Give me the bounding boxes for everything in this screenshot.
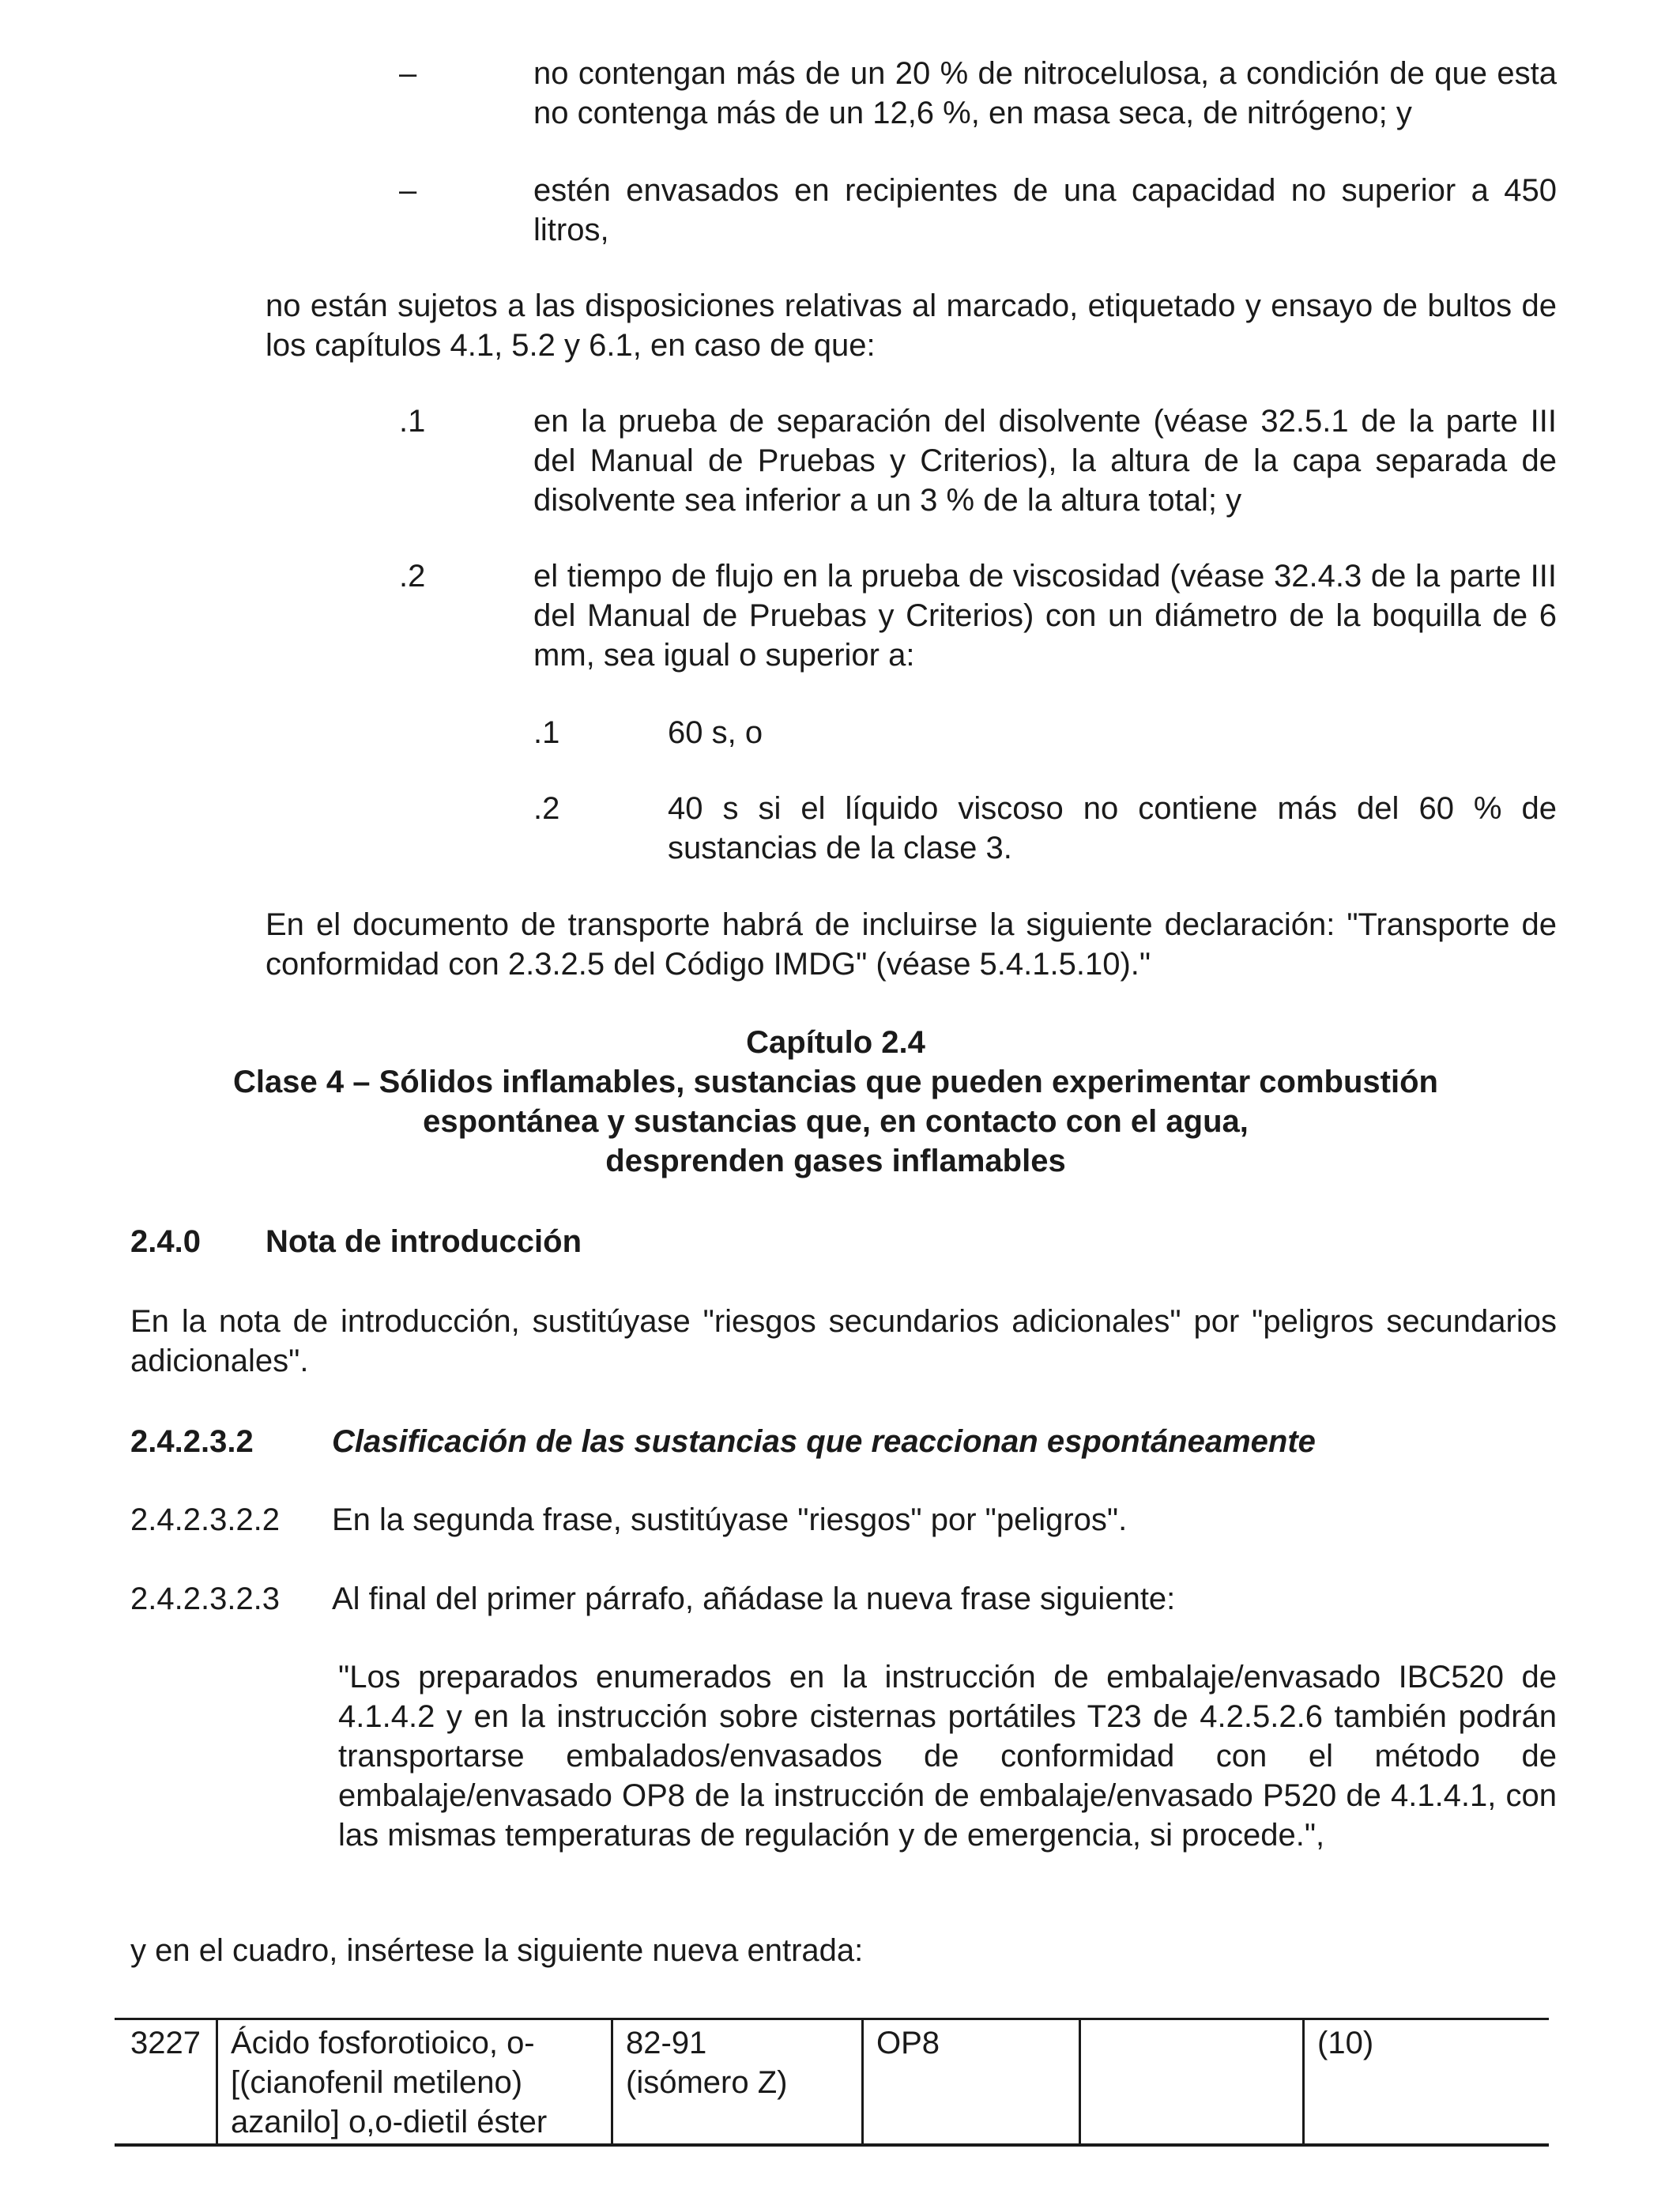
dash-text: estén envasados en recipientes de una capacidad no superior a 450 litros, <box>533 173 1557 247</box>
packing-method: OP8 <box>876 2026 940 2060</box>
condition-marker: .2 <box>399 559 426 594</box>
section-title: Nota de introducción <box>266 1224 582 1259</box>
notes-cell <box>1304 2019 1550 2146</box>
subcondition-text: 40 s si el líquido viscoso no contiene más del 60 % de sustancias de la clase 3. <box>668 791 1557 865</box>
new-entry-table <box>115 2018 1549 2147</box>
un-number: 3227 <box>130 2026 201 2060</box>
subcondition-text: 60 s, o <box>668 715 763 750</box>
concentration-line: 82-91 <box>626 2026 707 2060</box>
item-text: Al final del primer párrafo, añádase la nueva frase siguiente: <box>332 1581 1176 1616</box>
substance-line: azanilo] o,o-dietil éster <box>231 2105 548 2139</box>
dash-marker: – <box>399 173 417 208</box>
condition-text: en la prueba de separación del disolvente (véase 32.5.1 de la parte III del Manual de Pruebas y Criterios), la altura de la capa separada de disolvente sea inferior a un 3 % de la altura total; y <box>533 404 1557 518</box>
quoted-sentence: "Los preparados enumerados en la instrucción de embalaje/envasado IBC520 de 4.1.4.2 y en la instrucción sobre cisternas portátiles T23 de 4.2.5.2.6 también podrán transportarse embalados/envasados de conformidad con el método de embalaje/envasado OP8 de la instrucción de embalaje/envasado P520 de 4.1.4.1, con las mismas temperaturas de regulación y de emergencia, si procede.", <box>338 1660 1557 1853</box>
concentration-cell <box>612 2019 863 2146</box>
subsection-number: 2.4.2.3.2 <box>130 1424 254 1459</box>
un-number-cell <box>115 2019 217 2146</box>
substance-line: Ácido fosforotioico, o- <box>231 2026 535 2060</box>
chapter-title-line1: Clase 4 – Sólidos inflamables, sustancias que pueden experimentar combustión <box>233 1065 1438 1099</box>
item-text: En la segunda frase, sustitúyase "riesgos" por "peligros". <box>332 1502 1128 1537</box>
dash-text: no contengan más de un 20 % de nitrocelulosa, a condición de que esta no contenga más de un 12,6 %, en masa seca, de nitrógeno; y <box>533 56 1557 130</box>
packing-method-cell <box>863 2019 1080 2146</box>
section-text: En la nota de introducción, sustitúyase "riesgos secundarios adicionales" por "peligros secundarios adicionales". <box>130 1304 1557 1378</box>
item-number: 2.4.2.3.2.2 <box>130 1502 281 1537</box>
table-row <box>115 2019 1549 2146</box>
subsection-title: Clasificación de las sustancias que reaccionan espontáneamente <box>332 1424 1316 1459</box>
paragraph-table-intro: y en el cuadro, insértese la siguiente nueva entrada: <box>130 1933 864 1968</box>
item-number: 2.4.2.3.2.3 <box>130 1581 281 1616</box>
notes-value: (10) <box>1317 2026 1374 2060</box>
dash-marker: – <box>399 56 417 91</box>
subcondition-marker: .2 <box>533 791 560 826</box>
section-number: 2.4.0 <box>130 1224 201 1259</box>
paragraph-transport: En el documento de transporte habrá de incluirse la siguiente declaración: "Transporte de conformidad con 2.3.2.5 del Código IMDG" (véase 5.4.1.5.10)." <box>266 907 1557 982</box>
condition-marker: .1 <box>399 404 426 439</box>
chapter-title-line2: espontánea y sustancias que, en contacto con el agua, <box>423 1104 1249 1139</box>
substance-cell <box>217 2019 612 2146</box>
concentration-line: (isómero Z) <box>626 2065 788 2100</box>
paragraph-exemption: no están sujetos a las disposiciones relativas al marcado, etiquetado y ensayo de bultos de los capítulos 4.1, 5.2 y 6.1, en caso de que: <box>266 288 1557 363</box>
condition-text: el tiempo de flujo en la prueba de viscosidad (véase 32.4.3 de la parte III del Manual de Pruebas y Criterios) con un diámetro de la boquilla de 6 mm, sea igual o superior a: <box>533 559 1557 673</box>
empty-cell <box>1080 2019 1304 2146</box>
chapter-number: Capítulo 2.4 <box>746 1025 925 1060</box>
substance-line: [(cianofenil metileno) <box>231 2065 523 2100</box>
chapter-title-line3: desprenden gases inflamables <box>605 1144 1066 1178</box>
subcondition-marker: .1 <box>533 715 560 750</box>
